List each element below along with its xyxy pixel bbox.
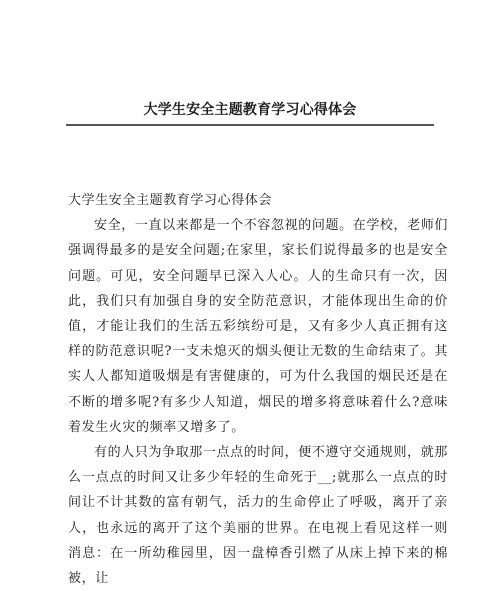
document-body bbox=[68, 188, 448, 591]
document-subtitle: 大学生安全主题教育学习心得体会 bbox=[68, 193, 273, 208]
document-title: 大学生安全主题教育学习心得体会 bbox=[143, 102, 357, 118]
body-paragraph-2: 有的人只为争取那一点点的时间，便不遵守交通规则，就那么一点点的时间又让多少年轻的生命死于__;就那么一点点的时间让不计其数的富有朝气，活力的生命停止了呼吸，离开了亲人，也永远的离开了这个美丽的世界。在电视上看见这样一则消息：在一所幼稚园里，因一盘樟香引燃了从床上掉下来的棉被，让 bbox=[68, 445, 448, 587]
body-paragraph-1: 安全，一直以来都是一个不容忽视的问题。在学校，老师们强调得最多的是安全问题;在家里，家长们说得最多的也是安全问题。可见，安全问题早已深入人心。人的生命只有一次，因此，我们只有加强自身的安全防范意识，才能体现出生命的价值，才能让我们的生活五彩缤纷可是，又有多少人真正拥有这样的防范意识呢?一支未熄灭的烟头便让无数的生命结束了。其实人人都知道吸烟是有害健康的，可为什么我国的烟民还是在不断的增多呢?有多少人知道，烟民的增多将意味着什么?意味着发生火灾的频率又增多了。 bbox=[68, 218, 448, 435]
title-divider bbox=[66, 124, 434, 126]
